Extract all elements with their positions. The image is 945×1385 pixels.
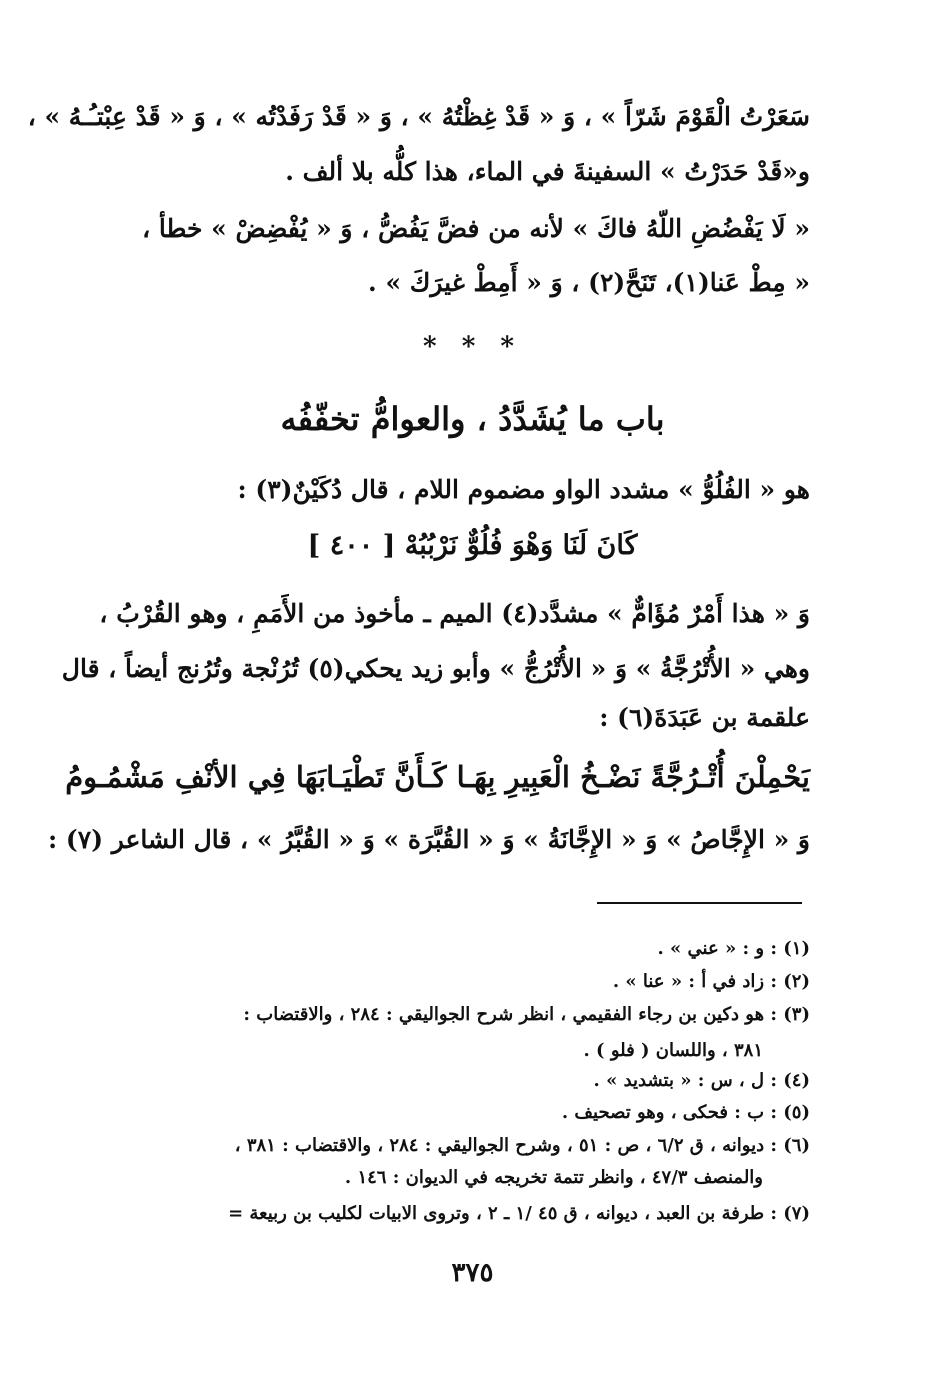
footnote-continuation: والمنصف ٤٧/٣ ، وانظر تتمة تخريجه في الديوان : ١٤٦ . — [344, 1167, 763, 1188]
footnote-separator — [597, 902, 802, 904]
body-line: علقمة بن عَبَدَةَ(٦) : — [599, 703, 810, 732]
page-number: ٣٧٥ — [451, 1258, 494, 1288]
body-line: سَعَرْتُ الْقَوْمَ شَرّاً » ، وَ « قَدْ غِظْتُهُ » ، وَ « قَدْ رَفَدْتُه » ، وَ « قَدْ عِبْتـُـهُ » ، — [27, 102, 810, 131]
footnote-continuation: ٣٨١ ، واللسان ( فلو ) . — [583, 1040, 763, 1061]
footnote: (٥) : ب : فحكى ، وهو تصحيف . — [561, 1102, 810, 1123]
footnote: (١) : و : « عني » . — [657, 938, 810, 959]
body-line: وَ « هذا أَمْرٌ مُؤَامٌّ » مشدَّد(٤) الميم ـ مأخوذ من الأَمَمِ ، وهو القُرْبُ ، — [99, 599, 810, 628]
footnote: (٣) : هو دكين بن رجاء الفقيمي ، انظر شرح الجواليقي : ٢٨٤ ، والاقتضاب : — [243, 1004, 810, 1025]
intro-line: هو « الفُلُوُّ » مشدد الواو مضموم اللام ، قال دُكَيْنٌ(٣) : — [237, 475, 810, 504]
body-line: « لَا يَفْضُضِ اللّهُ فاكَ » لأنه من فضَّ يَفُضُّ ، وَ « يُفْضِضْ » خطأ ، — [142, 214, 810, 243]
verse-line: يَحْمِلْنَ أُتْـرُجَّةً نَضْـخُ الْعَبِيرِ بِهَـا كَـأَنَّ تَطْيَـابَهَا فِي الأنْفِ مَشْمُـومُ — [65, 760, 810, 794]
body-line: « مِطْ عَنا(١)، تَنَحَّ(٢) ، وَ « أَمِطْ غيرَكَ » . — [368, 268, 810, 297]
body-line: وهي « الأُتْرُجَّةُ » وَ « الأُتْرُجُّ » وأبو زيد يحكي(٥) تُرُنْجة وتُرُنج أيضاً ، قال — [61, 654, 810, 683]
footnote: (٤) : ل ، س : « بتشديد » . — [593, 1070, 810, 1091]
verse-line: كَانَ لَنَا وَهْوَ فُلُوٌّ نَرْبُبُهْ [ ٤٠٠ ] — [307, 530, 638, 561]
footnote: (٧) : طرفة بن العبد ، ديوانه ، ق ٤٥ /١ ـ ٢ ، وتروى الابيات لكليب بن ربيعة = — [228, 1203, 810, 1224]
body-line: و«قَدْ حَدَرْتُ » السفينةَ في الماء، هذا كلُّه بلا ألف . — [285, 157, 810, 186]
section-ornament: * * * — [423, 332, 522, 362]
footnote: (٦) : ديوانه ، ق ٦/٢ ، ص : ٥١ ، وشرح الجواليقي : ٢٨٤ ، والاقتضاب : ٣٨١ ، — [234, 1135, 810, 1156]
section-heading: باب ما يُشَدَّدُ ، والعوامُّ تخفّفُه — [280, 400, 665, 438]
body-line: وَ « الإِجَّاصُ » وَ « الإِجَّانَةُ » وَ « القُبَّرَة » وَ « القُبَّرُ » ، قال الشاعر (٧) : — [47, 825, 810, 854]
footnote: (٢) : زاد في أ : « عنا » . — [612, 971, 810, 992]
